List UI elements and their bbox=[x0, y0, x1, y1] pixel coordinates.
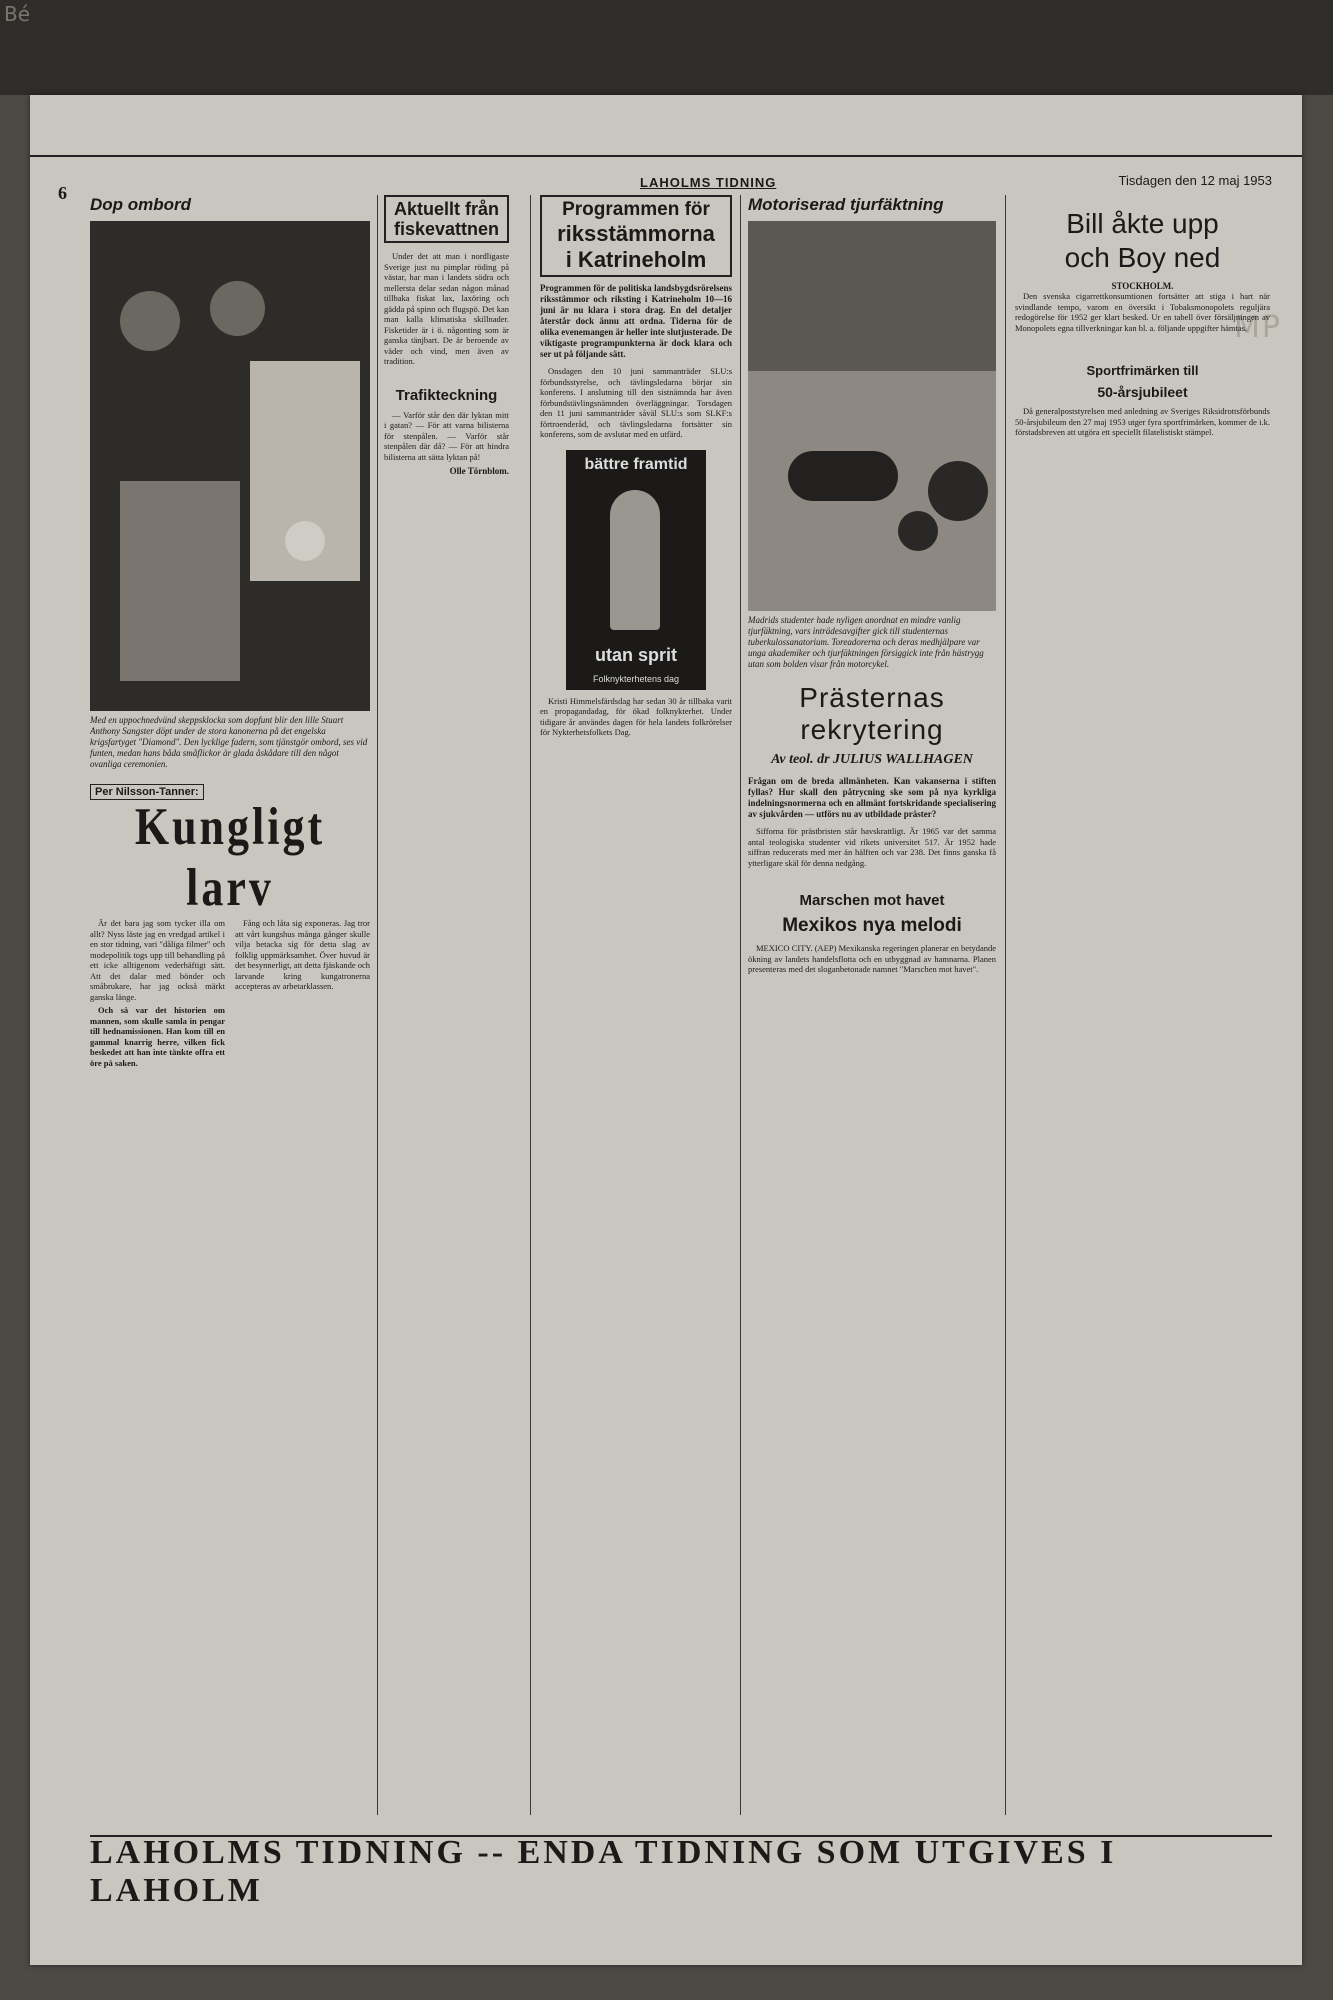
poster-ad bbox=[566, 450, 706, 690]
headline-line: och Boy ned bbox=[1064, 242, 1221, 273]
article-body bbox=[1015, 406, 1270, 438]
article-paragraph: Då generalpoststyrelsen med anledning av Sveriges Riksidrottsförbunds 50-årsjubileum den 27 maj 1953 utger fyra sportfrimärken, kommer de i.k. förstadsbreven att utgöra ett speciellt filatelistiskt stämpel. bbox=[1015, 406, 1270, 437]
article-body bbox=[384, 251, 509, 367]
article-lead: Frågan om de breda allmänheten. Kan vakanserna i stiften fyllas? Hur skall den påtrycning ske som på nya kyrkliga indelningsnormerna och en allmänt fortskridande specialisering av sjukvården — utförs nu av utbildade präster? bbox=[748, 776, 996, 819]
column-rule bbox=[377, 195, 378, 1815]
column-riksstammorna bbox=[540, 195, 732, 741]
headline-prasternas-rekrytering: Prästernas rekrytering bbox=[799, 682, 945, 745]
ghost-letters: MP bbox=[1234, 310, 1282, 345]
byline: Av teol. dr JULIUS WALLHAGEN bbox=[771, 752, 973, 767]
headline-line: Programmen för bbox=[562, 199, 710, 220]
paper-name: LAHOLMS TIDNING bbox=[640, 175, 777, 190]
headline-mexikos: Mexikos nya melodi bbox=[782, 915, 962, 936]
headline-box bbox=[540, 195, 732, 277]
dateline: STOCKHOLM. bbox=[1111, 281, 1174, 291]
article-body bbox=[540, 696, 732, 738]
article-body bbox=[90, 918, 370, 1071]
headline-dop-ombord: Dop ombord bbox=[90, 195, 192, 214]
poster-slogan: utan sprit bbox=[594, 644, 677, 665]
signature: Olle Törnblom. bbox=[449, 466, 509, 476]
article-paragraph: Under det att man i nordligaste Sverige just nu pimplar röding på västar, har man i landets södra och mellersta delar sedan någon månad tillbaka fiskat lax, laxöring och gädda på spinn och flugspö. Det kan man kalla klimatiska skillnader. Fisketider är i ö. någonting som är ganska tänjbart. De är beroende av väder och vind, men även av tradition. bbox=[384, 251, 509, 366]
column-fiskevattnen bbox=[384, 195, 509, 480]
headline-sportfrimarken: Sportfrimärken till bbox=[1086, 363, 1199, 378]
article-paragraph: MEXICO CITY. (AEP) Mexikanska regeringen planerar en betydande ökning av landets handelsflotta och en utbyggnad av hamnarna. Planen presenteras med det sloganbetonade namnet "Marschen mot havet". bbox=[748, 943, 996, 974]
headline-trafikteckning: Trafikteckning bbox=[395, 386, 498, 404]
masthead-rule bbox=[30, 155, 1302, 157]
column-rule bbox=[740, 195, 741, 1815]
article-paragraph: — Varför står den där lyktan mitt i gatan? — För att varna bilisterna för stenpålen. — Varför står stenpålen där då? — För att hindra bilisterna att sätta lyktan på! bbox=[384, 409, 509, 462]
column-rule bbox=[530, 195, 531, 1815]
headline-marschen: Marschen mot havet bbox=[799, 892, 945, 909]
column-cigarretter bbox=[1015, 195, 1270, 441]
headline-tjurfaktning: Motoriserad tjurfäktning bbox=[748, 195, 944, 214]
corner-label: Bé bbox=[4, 2, 31, 26]
article-body bbox=[748, 943, 996, 975]
photo-bullfight bbox=[748, 221, 996, 611]
photo-caption: Med en uppochnedvänd skeppsklocka som dopfunt blir den lille Stuart Anthony Sangster döpt under de stora kanonerna på det engelska krigsfartyget "Diamond". Den lycklige fadern, som tjänstgör ombord, ses vid funten, medan hans båda småflickor är glada åskådare till den något ovanliga ceremonien. bbox=[90, 715, 368, 769]
article-paragraph: Kristi Himmelsfärdsdag har sedan 30 år tillbaka varit en propagandadag, för ökad folknykterhet. Under tidigare år användes dagen för hela landets folkrörelser för Nykterhetsfolkets Dag. bbox=[540, 695, 732, 737]
column-tjurfaktning bbox=[748, 195, 996, 978]
article-paragraph: Fång och låta sig exponeras. Jag tror att vårt kungshus många gånger skulle vilja betacka sig för detta slag av folklig uppmärksamhet. Över huvud är det besynnerligt, att detta fjäskande och larvande kring kungatronerna accepteras av arbetarklassen. bbox=[235, 918, 370, 991]
byline: Per Nilsson-Tanner: bbox=[90, 784, 204, 800]
poster-footer: Folknykterhetens dag bbox=[592, 673, 680, 684]
article-body bbox=[540, 366, 732, 440]
article-body bbox=[384, 410, 509, 463]
article-lead: Programmen för de politiska landsbygdsrörelsens riksstämmor och riksting i Katrineholm 10—16 juni är nu klara i stora drag. En del detaljer återstår dock ännu att ordna. Tiderna för de olika evenemangen är heller inte slutjusterade. De viktigaste programpunkterna är dock klara och ser ut på följande sätt. bbox=[540, 283, 732, 359]
newspaper-page bbox=[30, 95, 1302, 1965]
headline-kungligt-larv: Kungligt larv bbox=[134, 797, 326, 917]
headline-fiskevattnen: Aktuellt från fiskevattnen bbox=[384, 195, 509, 243]
article-body bbox=[748, 826, 996, 868]
column-rule bbox=[1005, 195, 1006, 1815]
headline-jubileet: 50-årsjubileet bbox=[1097, 384, 1188, 400]
headline-bill bbox=[1015, 207, 1270, 275]
column-dop-ombord bbox=[90, 195, 370, 1071]
headline-line: riksstämmorna bbox=[557, 221, 715, 246]
headline-line: i Katrineholm bbox=[565, 247, 707, 272]
article-paragraph: Och så var det historien om mannen, som skulle samla in pengar till hednamissionen. Han kom till en gammal knarrig herre, vilken fick beskedet att han inte tänkte offra ett öre på saken. bbox=[90, 1005, 225, 1068]
background-strip bbox=[0, 0, 1333, 95]
article-paragraph: Den svenska cigarrettkonsumtionen fortsätter att stiga i hart när svindlande tempo, varom en översikt i Tobaksmonopolets reguljära redogörelse för 1952 ger klart besked. Ur en tabell över försäljningen av Monopolets egna tillverkningar kan bl. a. följande uppgifter hämtas. bbox=[1015, 291, 1270, 333]
photo-baptism bbox=[90, 221, 370, 711]
poster-title: bättre framtid bbox=[584, 455, 688, 473]
poster-figure bbox=[610, 490, 660, 630]
headline-line: Bill åkte upp bbox=[1066, 208, 1219, 239]
issue-date: Tisdagen den 12 maj 1953 bbox=[1118, 173, 1272, 188]
article-paragraph: Onsdagen den 10 juni sammanträder SLU:s förbundsstyrelse, och tävlingsledarna börjar sin konferens. I anslutning till den sistnämnda har även förbundstävlingsnämnden överläggningar. Torsdagen den 11 juni sammanträder såväl SLU:s som SLKF:s förtroenderåd, och tävlingsledarna fortsätter sin konferens, som de avslutar med en utfärd. bbox=[540, 366, 732, 439]
article-paragraph: Sifforna för prästbristen står havskrattligt. Är 1965 var det samma antal teologiska studenter vid rikets universitet 517. Är 1952 hade siffran reducerats med mer än hälften och var 238. Det finns ganska få ytterligare skäl för denna nedgång. bbox=[748, 826, 996, 868]
article-body bbox=[1015, 291, 1270, 333]
article-paragraph: Är det bara jag som tycker illa om allt? Nyss läste jag en vredgad artikel i en stor tidning, vari "dåliga filmer" och modepolitik togs upp till behandling på ett icke alltigenom vederhäftigt sätt. Att det dalar med bönder och småbrukare, har jag också märkt ganska länge. bbox=[90, 918, 225, 1002]
page-number: 6 bbox=[58, 183, 67, 203]
footer-banner: LAHOLMS TIDNING -- ENDA TIDNING SOM UTGIVES I LAHOLM bbox=[90, 1835, 1272, 1907]
photo-caption: Madrids studenter hade nyligen anordnat en mindre vanlig tjurfäktning, vars inträdesavgifter gick till studenternas tuberkulossanatorium. Toreadorerna och deras medhjälpare var unga akademiker och tjurfäktningen försiggick inte från hästrygg utan som bolden visar från motorcykel. bbox=[748, 615, 984, 669]
